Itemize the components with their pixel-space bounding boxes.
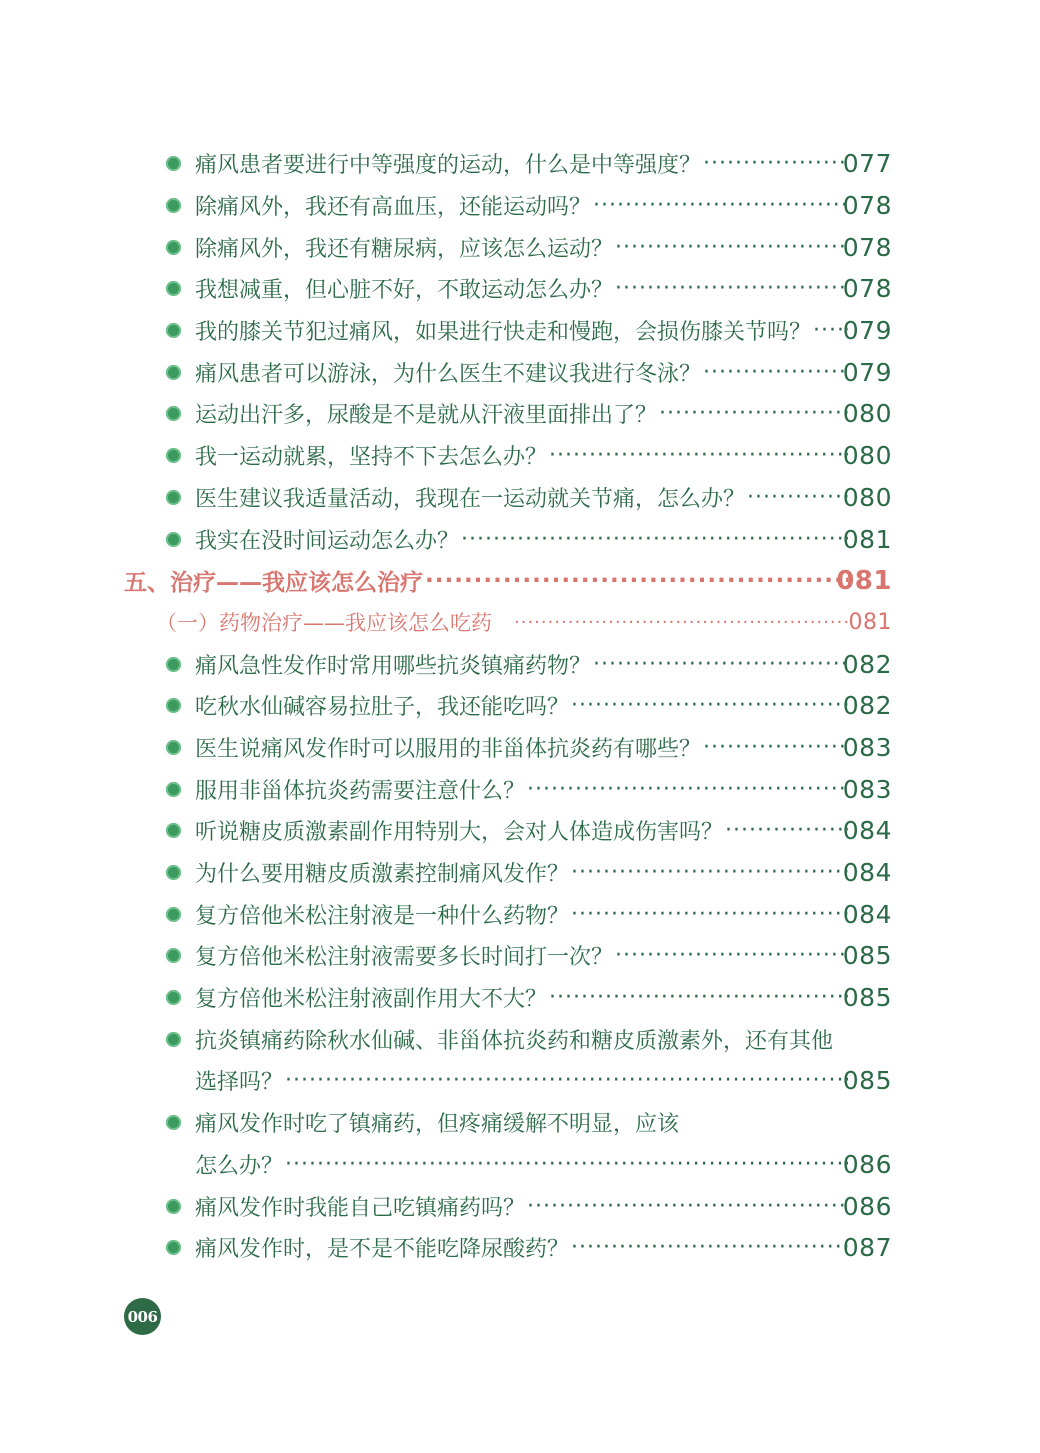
toc-entry-continuation[interactable] [0,1144,1040,1186]
section-title: 五、治疗——我应该怎么治疗 [124,570,423,597]
toc-entry-title: 痛风发作时，是不是不能吃降尿酸药？ [195,1237,570,1263]
toc-section-heading[interactable] [0,560,1040,602]
subsection-title: （一）药物治疗——我应该怎么吃药 [156,611,492,636]
toc-entry-title: 我一运动就累，坚持不下去怎么办？ [195,445,548,471]
toc-entry-page: 078 [842,274,892,304]
toc-entry-page: 082 [842,691,892,721]
toc-entry-page: 086 [842,1191,892,1221]
dot-leader [615,235,848,260]
toc-entry-title: 痛风患者可以游泳，为什么医生不建议我进行冬泳？ [195,361,702,387]
toc-entry[interactable] [0,685,1040,727]
dot-leader [615,943,848,968]
dot-leader [285,1152,848,1177]
bullet-icon [166,365,181,380]
bullet-icon [166,823,181,838]
toc-entry-page: 084 [842,899,892,929]
bullet-icon [166,1115,181,1130]
toc-entry-title: 听说糖皮质激素副作用特别大，会对人体造成伤害吗？ [195,820,724,846]
toc-entry-title: 医生建议我适量活动，我现在一运动就关节痛，怎么办？ [195,486,746,512]
toc-entry-title: 医生说痛风发作时可以服用的非甾体抗炎药有哪些？ [195,736,702,762]
toc-entry-continuation[interactable] [0,1060,1040,1102]
toc-entry[interactable] [0,435,1040,477]
dot-leader [527,777,848,802]
dot-leader [549,985,848,1010]
toc-entry[interactable] [0,977,1040,1019]
toc-entry-title: 复方倍他米松注射液需要多长时间打一次？ [195,945,614,971]
dot-leader [725,818,848,843]
toc-entry[interactable] [0,852,1040,894]
toc-entry-page: 087 [842,1233,892,1263]
dot-leader [285,1068,848,1093]
toc-entry[interactable] [0,185,1040,227]
subsection-page: 081 [848,609,892,635]
dot-leader [659,401,848,426]
bullet-icon [166,698,181,713]
toc-entry[interactable] [0,727,1040,769]
bullet-icon [166,1199,181,1214]
toc-entry-page: 083 [842,732,892,762]
bullet-icon [166,323,181,338]
bullet-icon [166,782,181,797]
toc-entry-title: 我的膝关节犯过痛风，如果进行快走和慢跑，会损伤膝关节吗？ [195,320,812,346]
toc-entry-page: 079 [842,357,892,387]
toc-entry-wrapped[interactable] [0,1018,1040,1060]
toc-entry-title: 复方倍他米松注射液副作用大不大？ [195,987,548,1013]
toc-entry[interactable] [0,518,1040,560]
bullet-icon [166,740,181,755]
bullet-icon [166,990,181,1005]
bullet-icon [166,948,181,963]
toc-entry[interactable] [0,810,1040,852]
dot-leader [549,443,848,468]
toc-entry-title: 除痛风外，我还有糖尿病，应该怎么运动？ [195,236,614,262]
bullet-icon [166,865,181,880]
toc-entry[interactable] [0,310,1040,352]
toc-entry[interactable] [0,1227,1040,1269]
toc-entry-title: 复方倍他米松注射液是一种什么药物？ [195,903,570,929]
dot-leader [593,193,848,218]
toc-entry-title: 运动出汗多，尿酸是不是就从汗液里面排出了？ [195,403,658,429]
toc-entry-page: 080 [842,482,892,512]
toc-entry-page: 085 [842,983,892,1013]
dot-leader [703,735,848,760]
toc-entry[interactable] [0,893,1040,935]
toc-entry-page: 085 [842,941,892,971]
bullet-icon [166,657,181,672]
toc-entry-page: 084 [842,816,892,846]
toc-entry[interactable] [0,477,1040,519]
dot-leader [571,860,848,885]
bullet-icon [166,1240,181,1255]
toc-entry[interactable] [0,268,1040,310]
toc-entry[interactable] [0,226,1040,268]
toc-entry-title-line1: 痛风发作时吃了镇痛药，但疼痛缓解不明显，应该 [195,1112,680,1138]
dot-leader [703,360,848,385]
toc-entry-page: 078 [842,232,892,262]
toc-entry-page: 078 [842,191,892,221]
toc-entry[interactable] [0,1185,1040,1227]
toc-entry-page: 081 [842,524,892,554]
toc-entry[interactable] [0,143,1040,185]
bullet-icon [166,448,181,463]
toc-entry-page: 082 [842,649,892,679]
dot-leader [571,693,848,718]
toc-entry-title-line2: 选择吗？ [195,1070,284,1096]
toc-entry-title: 痛风发作时我能自己吃镇痛药吗？ [195,1195,526,1221]
toc-entry-title-line1: 抗炎镇痛药除秋水仙碱、非甾体抗炎药和糖皮质激素外，还有其他 [195,1028,834,1054]
dot-leader [615,276,848,301]
toc-entry-title: 吃秋水仙碱容易拉肚子，我还能吃吗？ [195,695,570,721]
toc-entry[interactable] [0,768,1040,810]
bullet-icon [166,490,181,505]
toc-entry-title: 为什么要用糖皮质激素控制痛风发作？ [195,862,570,888]
bullet-icon [166,532,181,547]
dot-leader [593,652,848,677]
toc-entry-title: 我实在没时间运动怎么办？ [195,528,460,554]
toc-entry-wrapped[interactable] [0,1102,1040,1144]
dot-leader [747,485,848,510]
dot-leader [703,151,848,176]
toc-entry-page: 077 [842,149,892,179]
toc-entry[interactable] [0,935,1040,977]
toc-entry-page: 079 [842,316,892,346]
dot-leader [527,1194,848,1219]
toc-entry-page: 084 [842,858,892,888]
dot-leader [461,527,848,552]
dot-leader [514,612,848,633]
toc-entry[interactable] [0,351,1040,393]
toc-entry-title: 痛风患者要进行中等强度的运动，什么是中等强度？ [195,153,702,179]
toc-entry-title: 除痛风外，我还有高血压，还能运动吗？ [195,195,592,221]
toc-entry-page: 086 [842,1149,892,1179]
toc-entry-page: 080 [842,399,892,429]
page-number-badge: 006 [124,1298,161,1335]
toc-entry-page: 083 [842,774,892,804]
toc-entry-title: 痛风急性发作时常用哪些抗炎镇痛药物？ [195,653,592,679]
dot-leader [571,1235,848,1260]
toc-entry-page: 080 [842,441,892,471]
bullet-icon [166,198,181,213]
bullet-icon [166,240,181,255]
toc-entry[interactable] [0,393,1040,435]
section-page: 081 [836,565,892,596]
bullet-icon [166,156,181,171]
bullet-icon [166,907,181,922]
toc-entry-title: 我想减重，但心脏不好，不敢运动怎么办？ [195,278,614,304]
bullet-icon [166,281,181,296]
table-of-contents [0,143,1040,1269]
bullet-icon [166,406,181,421]
dot-leader [425,568,848,594]
bullet-icon [166,1032,181,1047]
dot-leader [571,902,848,927]
toc-entry-title: 服用非甾体抗炎药需要注意什么？ [195,778,526,804]
toc-entry-title-line2: 怎么办？ [195,1153,284,1179]
toc-entry-page: 085 [842,1066,892,1096]
toc-subsection-heading[interactable] [0,602,1040,644]
toc-entry[interactable] [0,643,1040,685]
